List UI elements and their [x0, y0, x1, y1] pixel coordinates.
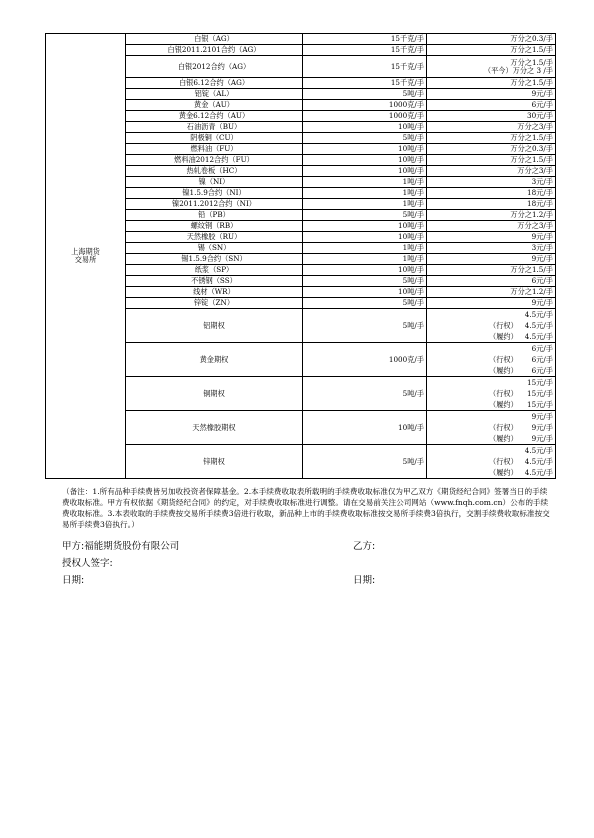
product-name: 铅（PB） — [126, 210, 303, 221]
fee-value: 万分之1.5/手 — [427, 78, 556, 89]
fee-value: 9元/手 — [427, 254, 556, 265]
trading-unit: 1吨/手 — [303, 243, 427, 254]
fee-type-label: （履约） — [489, 366, 518, 375]
option-fees — [427, 411, 556, 445]
product-name: 阴极铜（CU） — [126, 133, 303, 144]
option-fee-line — [429, 354, 553, 365]
fee-value: 3元/手 — [427, 177, 556, 188]
fee-value: 万分之0.3/手 — [427, 34, 556, 45]
product-name: 镍1.5.9合约（NI） — [126, 188, 303, 199]
fee-type-label: （行权） — [489, 321, 518, 330]
option-fee-line — [429, 456, 553, 467]
option-fee-line — [429, 422, 553, 433]
option-fee-line — [429, 433, 553, 444]
fee-value: 30元/手 — [427, 111, 556, 122]
fee-type-label: （履约） — [489, 434, 518, 443]
fee-value — [427, 56, 556, 78]
fee-amount: 15元/手 — [527, 400, 553, 409]
fee-value: 9元/手 — [427, 298, 556, 309]
trading-unit: 5吨/手 — [303, 210, 427, 221]
fee-value: 3元/手 — [427, 243, 556, 254]
trading-unit: 1吨/手 — [303, 177, 427, 188]
fee-amount: 9元/手 — [531, 412, 553, 421]
trading-unit: 10吨/手 — [303, 155, 427, 166]
trading-unit: 5吨/手 — [303, 276, 427, 287]
trading-unit: 10吨/手 — [303, 265, 427, 276]
fee-type-label: （履约） — [489, 332, 518, 341]
product-name: 黄金（AU） — [126, 100, 303, 111]
fee-type-label: （行权） — [489, 355, 518, 364]
fee-value: 万分之1.5/手 — [427, 133, 556, 144]
fee-value: 万分之1.5/手 — [427, 155, 556, 166]
product-name: 锡（SN） — [126, 243, 303, 254]
fee-amount: 4.5元/手 — [524, 457, 553, 466]
product-name: 镍2011.2012合约（NI） — [126, 199, 303, 210]
fee-line: 万分之1.5/手 — [510, 57, 553, 67]
fee-value: 万分之1.5/手 — [427, 45, 556, 56]
fee-value: 万分之1.2/手 — [427, 287, 556, 298]
fee-value: 万分之1.2/手 — [427, 210, 556, 221]
option-fee-line — [429, 399, 553, 410]
product-name: 锡1.5.9合约（SN） — [126, 254, 303, 265]
product-name: 锌锭（ZN） — [126, 298, 303, 309]
trading-unit: 1000克/手 — [303, 343, 427, 377]
option-fee-line — [429, 343, 553, 354]
fee-value: 6元/手 — [427, 100, 556, 111]
fee-value: 6元/手 — [427, 276, 556, 287]
product-name: 白银2012合约（AG） — [126, 56, 303, 78]
product-name: 天然橡胶（RU） — [126, 232, 303, 243]
trading-unit: 1000克/手 — [303, 111, 427, 122]
product-name: 线材（WR） — [126, 287, 303, 298]
option-name: 黄金期权 — [126, 343, 303, 377]
fee-value: 18元/手 — [427, 199, 556, 210]
option-fee-line — [429, 309, 553, 320]
product-name: 螺纹钢（RB） — [126, 221, 303, 232]
option-name: 铝期权 — [126, 309, 303, 343]
product-name: 不锈钢（SS） — [126, 276, 303, 287]
fee-amount: 15元/手 — [527, 389, 553, 398]
trading-unit: 15千克/手 — [303, 56, 427, 78]
party-a-label: 甲方:福能期货股份有限公司 — [62, 541, 180, 552]
fee-value: 18元/手 — [427, 188, 556, 199]
fee-type-label: （行权） — [489, 457, 518, 466]
trading-unit: 10吨/手 — [303, 232, 427, 243]
fee-value: 万分之3/手 — [427, 221, 556, 232]
product-name: 铝锭（AL） — [126, 89, 303, 100]
party-b-date-label: 日期: — [353, 575, 376, 586]
fee-value: 万分之1.5/手 — [427, 265, 556, 276]
party-a-date-label: 日期: — [62, 575, 85, 586]
trading-unit: 5吨/手 — [303, 377, 427, 411]
trading-unit: 10吨/手 — [303, 166, 427, 177]
option-fee-line — [429, 331, 553, 342]
product-name: 黄金6.12合约（AU） — [126, 111, 303, 122]
trading-unit: 10吨/手 — [303, 122, 427, 133]
trading-unit: 15千克/手 — [303, 78, 427, 89]
product-name: 白银6.12合约（AG） — [126, 78, 303, 89]
option-fees — [427, 343, 556, 377]
option-fee-line — [429, 365, 553, 376]
product-name: 燃料油2012合约（FU） — [126, 155, 303, 166]
trading-unit: 5吨/手 — [303, 133, 427, 144]
fee-amount: 6元/手 — [531, 355, 553, 364]
trading-unit: 1吨/手 — [303, 188, 427, 199]
fee-amount: 4.5元/手 — [524, 310, 553, 319]
fee-amount: 9元/手 — [531, 434, 553, 443]
fee-line: （平今）万分之 3 /手 — [483, 65, 553, 75]
trading-unit: 5吨/手 — [303, 89, 427, 100]
party-b-label: 乙方: — [353, 541, 376, 552]
option-fee-line — [429, 445, 553, 456]
option-name: 天然橡胶期权 — [126, 411, 303, 445]
product-name: 白银（AG） — [126, 34, 303, 45]
authorized-signature-label: 授权人签字: — [62, 558, 113, 569]
trading-unit: 10吨/手 — [303, 221, 427, 232]
trading-unit: 5吨/手 — [303, 309, 427, 343]
fee-amount: 9元/手 — [531, 423, 553, 432]
fee-type-label: （履约） — [489, 468, 518, 477]
option-fee-line — [429, 388, 553, 399]
trading-unit: 1000克/手 — [303, 100, 427, 111]
option-fee-line — [429, 411, 553, 422]
fee-value: 万分之3/手 — [427, 122, 556, 133]
fee-amount: 4.5元/手 — [524, 468, 553, 477]
fee-amount: 4.5元/手 — [524, 321, 553, 330]
option-name: 铜期权 — [126, 377, 303, 411]
fee-amount: 4.5元/手 — [524, 446, 553, 455]
trading-unit: 1吨/手 — [303, 254, 427, 265]
fee-type-label: （行权） — [489, 389, 518, 398]
product-name: 镍（NI） — [126, 177, 303, 188]
fee-amount: 6元/手 — [531, 344, 553, 353]
fee-value: 9元/手 — [427, 89, 556, 100]
fee-amount: 6元/手 — [531, 366, 553, 375]
trading-unit: 5吨/手 — [303, 298, 427, 309]
option-fee-line — [429, 467, 553, 478]
trading-unit: 5吨/手 — [303, 445, 427, 479]
fee-value: 万分之0.3/手 — [427, 144, 556, 155]
exchange-name: 上海期货 交易所 — [46, 34, 126, 479]
product-name: 热轧卷板（HC） — [126, 166, 303, 177]
product-name: 白银2011.2101合约（AG） — [126, 45, 303, 56]
trading-unit: 15千克/手 — [303, 45, 427, 56]
trading-unit: 15千克/手 — [303, 34, 427, 45]
trading-unit: 10吨/手 — [303, 411, 427, 445]
remarks-note: （备注：1.所有品种手续费皆另加收投资者保障基金。2.本手续费收取表所载明的手续费收取标准仅为甲乙双方《期货经纪合同》签署当日的手续费收取标准。甲方有权依据《期货经纪合同》的约定，对手续费收取标准进行调整。请在交易前关注公司网站（www.fnqh.com.cn）公布的手续费收取标准。3.本表收取的手续费按交易所手续费3倍进行收取，新品种上市的手续费收取标准按交易所手续费3倍执行，交割手续费收取标准按交易所手续费3倍执行。） — [62, 487, 550, 529]
table-row — [46, 34, 556, 45]
trading-unit: 10吨/手 — [303, 287, 427, 298]
product-name: 石油沥青（BU） — [126, 122, 303, 133]
option-fees — [427, 445, 556, 479]
trading-unit: 10吨/手 — [303, 144, 427, 155]
product-name: 燃料油（FU） — [126, 144, 303, 155]
fee-type-label: （行权） — [489, 423, 518, 432]
product-name: 纸浆（SP） — [126, 265, 303, 276]
fee-amount: 4.5元/手 — [524, 332, 553, 341]
option-fee-line — [429, 377, 553, 388]
fee-value: 9元/手 — [427, 232, 556, 243]
fee-amount: 15元/手 — [527, 378, 553, 387]
fee-table — [45, 33, 556, 479]
option-name: 锌期权 — [126, 445, 303, 479]
option-fees — [427, 377, 556, 411]
option-fee-line — [429, 320, 553, 331]
fee-type-label: （履约） — [489, 400, 518, 409]
trading-unit: 1吨/手 — [303, 199, 427, 210]
option-fees — [427, 309, 556, 343]
fee-value: 万分之3/手 — [427, 166, 556, 177]
